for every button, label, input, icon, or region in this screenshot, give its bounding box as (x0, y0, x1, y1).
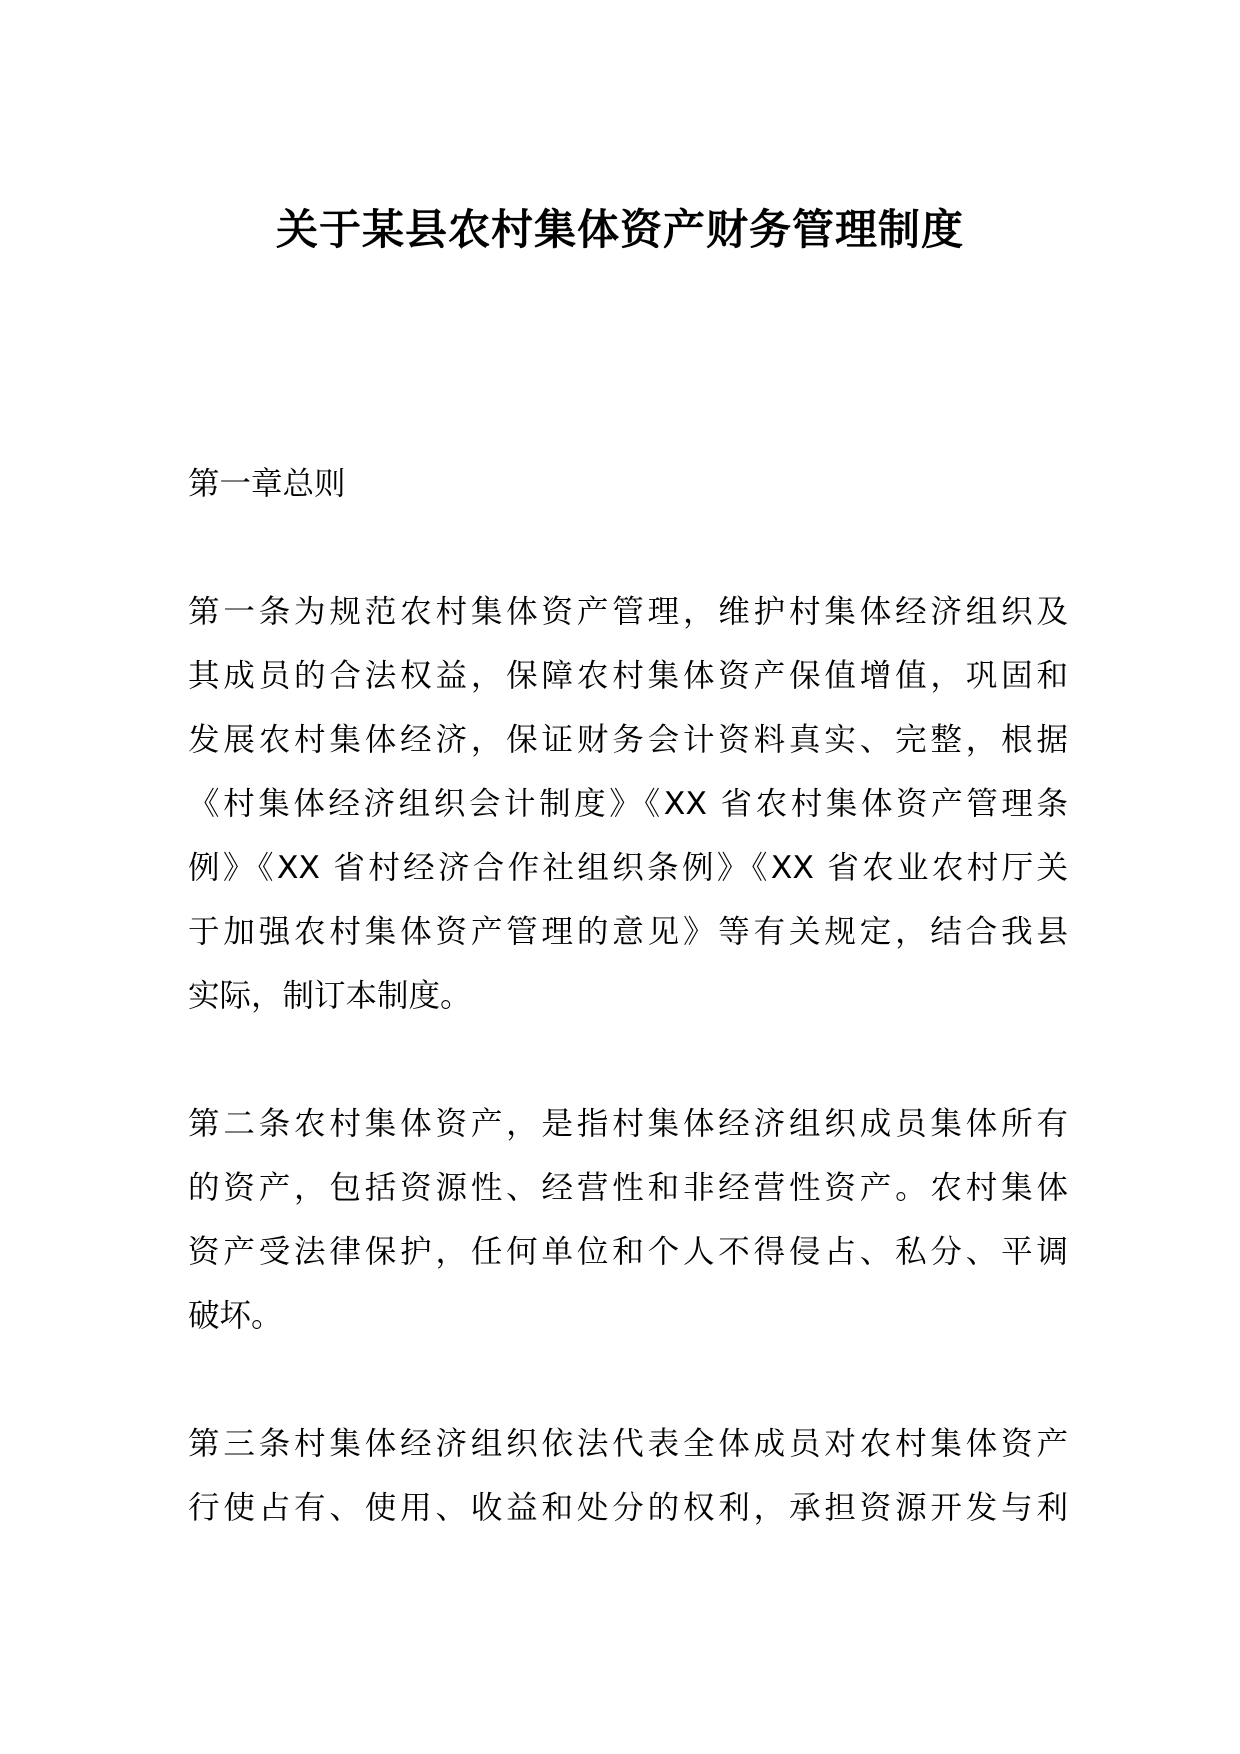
article-3-line-2: 行使占有、使用、收益和处分的权利，承担资源开发与利 (188, 1490, 1068, 1526)
article-1-line-2: 其成员的合法权益，保障农村集体资产保值增值，巩固和 (188, 658, 1068, 694)
article-3-line-1: 第三条村集体经济组织依法代表全体成员对农村集体资产 (188, 1426, 1068, 1462)
article-1-line-6: 于加强农村集体资产管理的意见》等有关规定，结合我县 (188, 914, 1068, 950)
article-1-line-5: 例》《XX 省村经济合作社组织条例》《XX 省农业农村厅关 (188, 850, 1068, 886)
article-1-line-4: 《村集体经济组织会计制度》《XX 省农村集体资产管理条 (188, 786, 1068, 822)
article-2-line-4: 破坏。 (188, 1298, 283, 1334)
article-2-line-2: 的资产，包括资源性、经营性和非经营性资产。农村集体 (188, 1170, 1068, 1206)
chapter-heading: 第一章总则 (188, 466, 346, 502)
document-title: 关于某县农村集体资产财务管理制度 (275, 205, 964, 254)
article-2-line-1: 第二条农村集体资产，是指村集体经济组织成员集体所有 (188, 1106, 1068, 1142)
article-2-line-3: 资产受法律保护，任何单位和个人不得侵占、私分、平调 (188, 1234, 1068, 1270)
article-1-line-1: 第一条为规范农村集体资产管理，维护村集体经济组织及 (188, 594, 1068, 630)
article-1-line-7: 实际，制订本制度。 (188, 978, 472, 1014)
article-1-line-3: 发展农村集体经济，保证财务会计资料真实、完整，根据 (188, 722, 1068, 758)
